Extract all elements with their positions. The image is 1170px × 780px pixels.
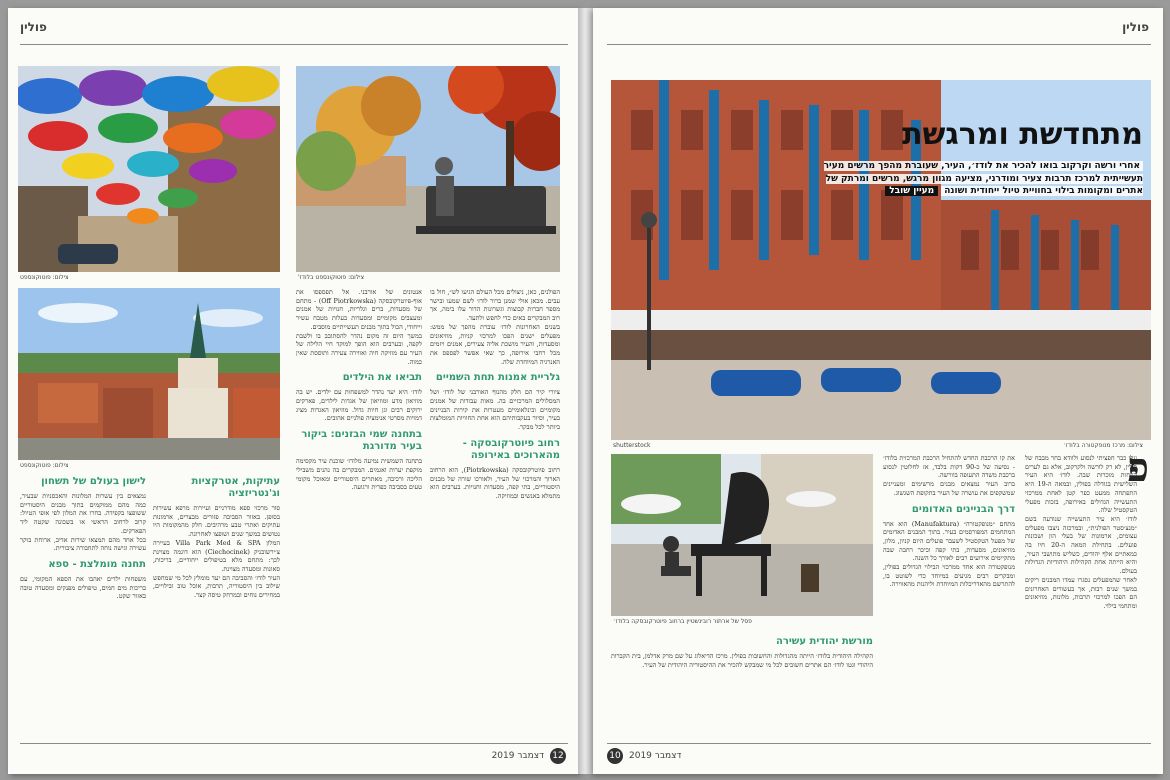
section-header: פולין [20, 20, 47, 34]
right-col-3 [611, 630, 873, 742]
issue-date: דצמבר 2019 [629, 751, 682, 761]
paragraph: משפחות ילדים יאהבו את הספא המקומי, עם בריכות מים חמים, טיפולים מפנקים ומסעדה טובה באזור שקט. [20, 574, 146, 601]
right-col-1 [1025, 454, 1137, 742]
paragraph: העיר לודז׳ והסביבה הם יעד מומלץ לכל מי שמחפש שילוב בין היסטוריה, תרבות, אוכל טוב ובילויים, במחירים נוחים ובמרחק טיסה קצר. [153, 573, 280, 600]
paragraph: עלו כבר חפציתי לנסוע ולוודא בחר מבבח של פולין, לא רק לורשה ולקרקוב, אלא גם לערים הפחות מוכרות שבה. לודז׳ היא העיר השלישית בגודלה בפולין, ובמאה ה-19 היא התפתחה ממעט כפר קטן לאחת ממרכזי התעשייה הגדולים באירופה, בזכות מפעלי הטקסטיל שלה. [1025, 454, 1137, 515]
paragraph: לאחר שהמפעלים נסגרו עמדו המבנים ריקים במשך שנים רבות, אך בעשורים האחרונים הם הפכו למרכזי תרבות, מלונות, מוזיאונים ומתחמי בילוי. [1025, 575, 1137, 610]
paragraph: לודז׳ היא יעד נהדר למשפחות עם ילדים. יש בה מוזיאון מדע ומוזיאון של אגדות לילדים, פארקים ירוקים רבים וגן חיות גדול. מוזיאון האגדות מציג דמויות מסרטי אנימציה פולניים אהובים. [296, 388, 422, 423]
paragraph: בתחנה השמשית נמיעה מלודז׳ שוכנת עיר מקסימה מוקפת יערות ואגמים. המבקרים בה נהנים משבילי הליכה ורכיבה, מאתרים היסטוריים ומאוכל מקומי טעים בסביבה כפרית ורגועה. [296, 457, 422, 492]
hero-credit: shutterstock [613, 442, 651, 449]
feature-title: מתחדשת ומרגשת [902, 117, 1143, 152]
paragraph: מנופקטורה הוא אחד ממרכזי הבילוי הגדולים בפולין, ומבקרים רבים מגיעים במיוחד כדי לשוטט בו, להתרשם מהאדריכלות המיוחדת וליהנות מהאווירה. [883, 563, 1015, 589]
hero-caption: צילום: מרכז מנופקטורה בלודז׳ [1063, 442, 1143, 449]
lead-text: אחרי ורשה וקרקוב בואו להכיר את לודז׳, העיר, שעוברת מהפך מרשים מעיר תעשייתית למרכז תרבות צעיר ומודרני, מציעה מגוון מרגש, מרשים ומרתק של אתרים ומקומות בילוי בחוויית טיול ייחודית ושונה [823, 161, 1143, 196]
page-number: 12 [550, 748, 566, 764]
right-page [593, 8, 1163, 774]
subheading: תחנה מומלצת - ספא [48, 558, 146, 570]
subheading: לישון בעולם של תשחון [41, 476, 146, 487]
byline: מעיין שובל [885, 186, 938, 196]
subheading: עתיקות, אטרקציות וג'נטריזציה [191, 476, 280, 499]
paragraph: בשנים האחרונות לודז׳ עוברת מהפך של ממש: מפעלים ישנים הפכו למרכזי קניות, מוזיאונים ומסעדות, והעיר מושכת אליה צעירים, אמנים ויזמים מכל רחבי אירופה, כך שאי אפשר לפספס את האנרגיה המיוחדת שלה. [430, 322, 560, 366]
subheading: מורשת יהודית עשירה [775, 636, 873, 647]
subheading: דרך הבניינים האדומים [911, 503, 1015, 515]
paragraph: לודז׳ היא עיר התעשייה שנודעה בשם ״מנצ׳סטר הפולנית״, ובמרכזה ניצבו מפעלים עצומים, ארמונות של בעלי הון ושכונות פועלים. בתחילת המאה ה-20 חיו בה כמאתיים אלף יהודים, כשליש מתושבי העיר, והיא הייתה אחת הקהילות היהודיות הגדולות בעולם. [1025, 514, 1137, 576]
paragraph: רחוב פיוטרקובסקה (Piotrkowska), הוא הרחוב הארוך והמרכזי של העיר, ולאורכו שורה של מבנים היסטוריים, בתי קפה, מסעדות וחנויות. בערבים הוא מתמלא באנשים ובמוזיקה. [430, 465, 560, 500]
left-col-2 [296, 288, 422, 743]
right-col-2 [883, 454, 1015, 742]
paragraph: מתחם ״מנופקטורה״ (Manufaktura) הוא אחד המתחמים המפורסמים בעיר. בתוך המבנים האדומים של מפעל הטקסטיל לשעבר פועלים היום קניון, מלון, מוזיאונים, מסעדות, בתי קפה וכיכר רחבה שבה מתקיימים אירועים רבים לאורך כל השנה. [883, 519, 1015, 563]
umbrellas-photo [18, 66, 280, 272]
footer-rule [607, 743, 1151, 744]
section-header: פולין [1122, 20, 1149, 34]
piano-statue-photo [611, 454, 873, 616]
left-col-3 [153, 470, 280, 742]
footer-rule [20, 743, 568, 744]
paragraph: הקהילה היהודית בלודז׳ הייתה מהגדולות והחשובות בפולין. מרכז הדיאלוג על שם מרק אדלמן, בית הקברות היהודי וגטו לודז׳ הם אתרים חשובים לכל מי שמבקש להכיר את ההיסטוריה היהודית של העיר. [611, 652, 873, 669]
subheading: תביאו את הילדים [342, 372, 422, 384]
page-folio [492, 748, 566, 764]
issue-date: דצמבר 2019 [491, 751, 544, 761]
paragraph: אנטונים של אורבני. אל תפספסו את אוף-פיוטרקובסקה (Off Piotrkowska) - מתחם של מסעדות, ברים וגלריות, חנויות של אמנים ומעצבים מקומיים ומסעדות בעלות מטבח עשיר וייחודי, הכול בתוך מבנים תעשייתיים מוסבים. [296, 288, 422, 331]
left-col-1 [430, 288, 560, 743]
paragraph: נמצאים בין עשרות המלונות והאכסניות שבעיר, כמה מהם ממוקמים בתוך מבנים היסטוריים ששופצו בקפידה. בחרו את המלון לפי אופי הטיול: קרוב לרחוב הראשי או בשכונה שקטה ליד הפארקים. [20, 492, 146, 535]
left-page [8, 8, 580, 774]
drop-cap: פ [1127, 444, 1149, 491]
subheading: גלריית אמנות תחת השמיים [435, 372, 560, 384]
statue-caption: צילום: פוטוקונספט בלודז' [298, 274, 365, 281]
church-photo [18, 288, 280, 460]
left-col-4 [20, 470, 146, 742]
paragraph: בכל אחד מהם תמצאו שירות אדיב, ארוחת בוקר עשירה וגישה נוחה לתחבורה ציבורית. [20, 535, 146, 553]
feature-lead [803, 160, 1143, 198]
header-rule [607, 44, 1151, 45]
paragraph: סור מרכזי ספא מודרניים ועיירות מרפא עשירות בסופן. באזור הסביבה פזורים מבצרים, ארמונות עתיקים ואתרי טבע מרהיבים. חלק מהמקומות היו נטושים במשך שנים ושופצו לאחרונה. [153, 504, 280, 539]
page-number: 10 [607, 748, 623, 764]
paragraph: המלון Villa Park Med & SPA בעיירה צ׳ירשובניק (Ciechocinek) הוא דוגמה מצוינת לכך: מתחם מלא בטיפולים ייחודיים, בריכות, סאונות ומסעדה מצוינת. [153, 538, 280, 573]
subheading: בתחנה שמי הבזנים: ביקור בעיר מדורגת [301, 429, 422, 453]
paragraph: במשך היום זה מקום נהדר להסתובב בו ולשבת לקפה, ובערבים הוא הופך למוקד חיי הלילה של העיר עם מוזיקה חיה ואווירה צעירה ותוססת שאין כמוה. [296, 331, 422, 366]
piano-caption: פסל של ארתור רובינשטיין ברחוב פיוטרקובסקה בלודז׳ [613, 618, 752, 625]
header-rule [20, 44, 568, 45]
statue-photo [296, 66, 560, 272]
church-caption: צילום: פוטוקונספט [20, 462, 69, 469]
paragraph: את קו הרכבת החדש להתחיל הרכבת המרכזית בלודז׳ - נסיעה של כ-90 דקות בלבד, אז לחלוטין לנסוע ברכבת משדה התעופה בוורשה. [883, 454, 1015, 480]
paragraph: הפולנים, כאן, ניצולים מכל העולם הגיעו לש״, חול בו עבים. מכאן אולי שמנן ברור לודז׳ לשם שמעו ובישר מספר חברות קבוצות וגשרונות הדור עלו בימה, אך רוב המבקרים באים כדי לחפש ולתעד. [430, 288, 560, 323]
page-folio [607, 748, 681, 764]
subheading: רחוב פיוטרקובסקה - מהארוכים באירופה [462, 437, 560, 461]
paragraph: ציורי קיר הם חלק מהנוף האורבני של לודז׳ ושל המסלולים המרכזיים בה. מאות עבודות של אמנים מקומיים ובינלאומיים מעטרות את קירות הבניינים בעיר, וסיור בעקבותיהם הוא אחת החוויות המומלצות ביותר לכל מבקר. [430, 388, 560, 432]
umbrellas-caption: צילום: פוטוקונספט [20, 274, 69, 281]
paragraph: ברוב העיר נמצאים מבנים מרשימים ומעניינים שמשקפים את עושרה של העיר בתקופת השגשוג. [883, 480, 1015, 497]
